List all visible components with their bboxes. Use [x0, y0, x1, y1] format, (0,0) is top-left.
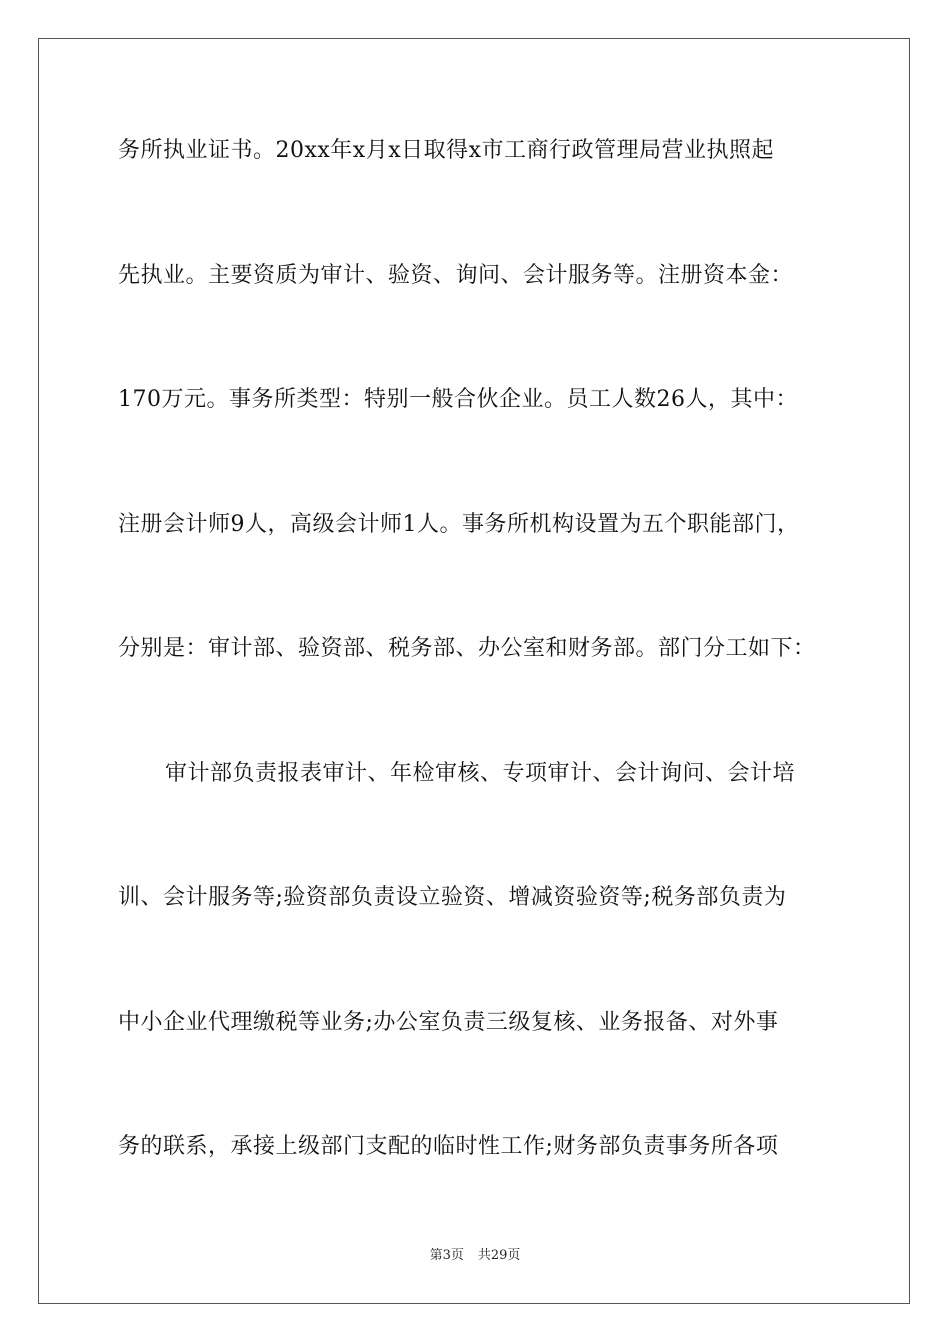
page-total: 共29页	[477, 1248, 521, 1263]
body-line-3: 170万元。事务所类型：特别一般合伙企业。员工人数26人，其中：	[118, 387, 798, 412]
body-line-2: 先执业。主要资质为审计、验资、询问、会计服务等。注册资本金：	[118, 263, 794, 288]
page-footer	[0, 1247, 950, 1265]
body-line-1: 务所执业证书。20xx年x月x日取得x市工商行政管理局营业执照起	[118, 138, 775, 163]
body-line-8: 中小企业代理缴税等业务;办公室负责三级复核、业务报备、对外事	[118, 1010, 779, 1035]
page-border	[38, 38, 910, 1304]
body-line-9: 务的联系，承接上级部门支配的临时性工作;财务部负责事务所各项	[118, 1134, 779, 1159]
body-line-5: 分别是：审计部、验资部、税务部、办公室和财务部。部门分工如下：	[118, 636, 816, 661]
body-line-4: 注册会计师9人，高级会计师1人。事务所机构设置为五个职能部门，	[118, 512, 800, 537]
paragraph-first-line: 审计部负责报表审计、年检审核、专项审计、会计询问、会计培	[165, 761, 796, 786]
page-number: 第3页	[429, 1248, 464, 1263]
body-line-7: 训、会计服务等;验资部负责设立验资、增减资验资等;税务部负责为	[118, 885, 787, 910]
